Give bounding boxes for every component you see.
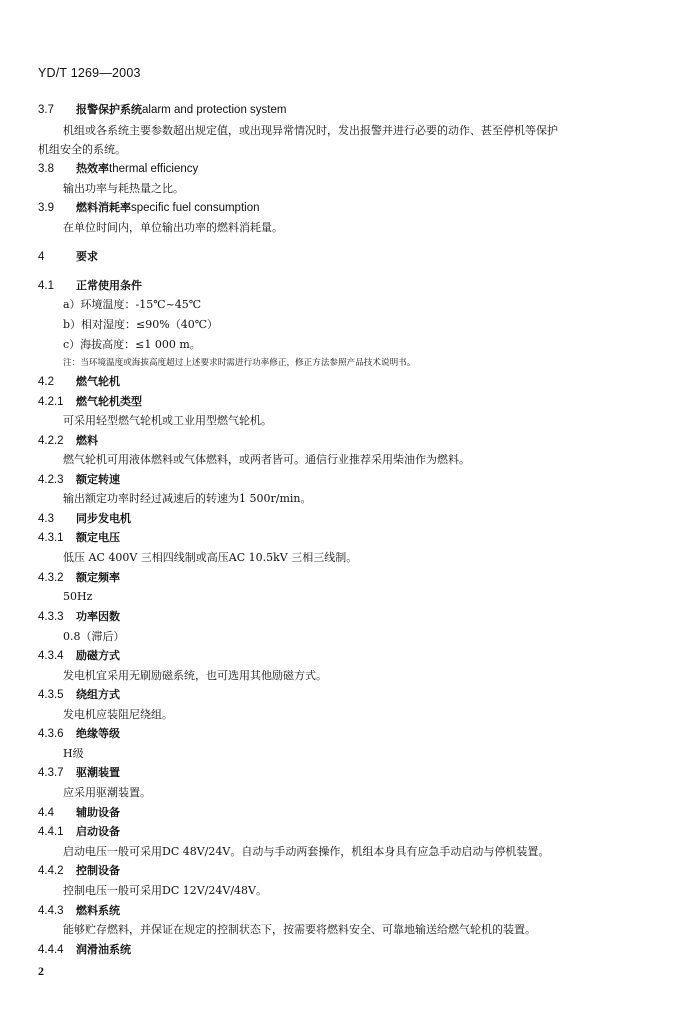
section-number: 4.2.1 [38, 396, 64, 408]
section-title: 额定电压 [76, 531, 120, 544]
section-number: 4.2.3 [38, 474, 64, 486]
paragraph-line: 机组或各系统主要参数超出规定值，或出现异常情况时，发出报警并进行必要的动作、甚至停机等保护 [63, 124, 558, 137]
section-title: 报警保护系统 [76, 103, 142, 116]
section-number: 4 [38, 251, 45, 263]
section-title: 燃料 [76, 434, 98, 447]
section-number: 4.3.1 [38, 532, 64, 544]
section-heading [38, 571, 120, 585]
section-heading [38, 610, 120, 624]
section-heading [38, 250, 98, 264]
section-number: 4.1 [38, 280, 54, 292]
paragraph-line: 发电机应装阻尼绕组。 [63, 708, 173, 721]
paragraph-line: b）相对湿度：≤90%（40℃） [63, 318, 219, 331]
section-title: 额定频率 [76, 571, 120, 584]
section-title: 辅助设备 [76, 806, 120, 819]
section-number: 4.3.5 [38, 689, 64, 701]
section-number: 3.8 [38, 163, 54, 175]
section-title: 燃料系统 [76, 904, 120, 917]
section-title: 燃气轮机类型 [76, 395, 142, 408]
section-title: 功率因数 [76, 610, 120, 623]
paragraph-line: 启动电压一般可采用DC 48V/24V。自动与手动两套操作，机组本身具有应急手动启动与停机装置。 [63, 845, 550, 858]
section-title: 额定转速 [76, 473, 120, 486]
section-title: 正常使用条件 [76, 279, 142, 292]
section-heading [38, 766, 120, 780]
section-title: 要求 [76, 250, 98, 263]
section-number: 3.9 [38, 202, 54, 214]
section-heading [38, 943, 131, 957]
section-title: 热效率 [76, 162, 109, 175]
note-text: 注：当环境温度或海拔高度超过上述要求时需进行功率修正，修正方法参照产品技术说明书。 [63, 358, 416, 368]
paragraph-line: c）海拔高度：≤1 000 m。 [63, 338, 201, 351]
paragraph-line: 能够贮存燃料，并保证在规定的控制状态下，按需要将燃料安全、可靠地输送给燃气轮机的装置。 [63, 923, 536, 936]
paragraph-line: 控制电压一般可采用DC 12V/24V/48V。 [63, 884, 267, 897]
section-number: 4.2 [38, 376, 54, 388]
section-heading [38, 375, 120, 389]
paragraph-line: 可采用轻型燃气轮机或工业用型燃气轮机。 [63, 414, 272, 427]
paragraph-line: 燃气轮机可用液体燃料或气体燃料，或两者皆可。通信行业推荐采用柴油作为燃料。 [63, 453, 470, 466]
section-number: 4.4 [38, 807, 54, 819]
section-number: 4.3.6 [38, 728, 64, 740]
section-number: 4.3.3 [38, 611, 64, 623]
section-title: 启动设备 [76, 825, 120, 838]
paragraph-line: 50Hz [63, 590, 93, 603]
section-title-english: specific fuel consumption [131, 202, 260, 214]
section-title-english: thermal efficiency [109, 163, 199, 175]
section-title: 燃气轮机 [76, 375, 120, 388]
section-heading [38, 825, 120, 839]
standard-id-header: YD/T 1269—2003 [38, 66, 141, 80]
section-heading [38, 806, 120, 820]
section-number: 4.4.3 [38, 905, 64, 917]
paragraph-line: 应采用驱潮装置。 [63, 786, 151, 799]
section-heading [38, 864, 120, 878]
section-title: 润滑油系统 [76, 943, 131, 956]
section-heading [38, 727, 120, 741]
paragraph-line: 发电机宜采用无刷励磁系统，也可选用其他励磁方式。 [63, 669, 327, 682]
section-number: 4.4.1 [38, 826, 64, 838]
section-heading [38, 434, 98, 448]
section-heading [38, 103, 286, 117]
section-heading [38, 279, 142, 293]
section-heading [38, 395, 142, 409]
section-number: 4.2.2 [38, 435, 64, 447]
section-number: 4.4.2 [38, 865, 64, 877]
section-title: 驱潮装置 [76, 766, 120, 779]
section-heading [38, 201, 259, 215]
section-number: 4.3.4 [38, 650, 64, 662]
section-number: 4.3 [38, 513, 54, 525]
paragraph-line: a）环境温度：-15℃~45℃ [63, 298, 202, 311]
section-heading [38, 904, 120, 918]
section-heading [38, 162, 198, 176]
section-heading [38, 512, 131, 526]
paragraph-line: 低压 AC 400V 三相四线制或高压AC 10.5kV 三相三线制。 [63, 551, 358, 564]
section-heading [38, 688, 120, 702]
section-title-english: alarm and protection system [142, 104, 287, 116]
page-number: 2 [38, 964, 44, 978]
section-heading [38, 531, 120, 545]
section-title: 燃料消耗率 [76, 201, 131, 214]
section-heading [38, 473, 120, 487]
section-number: 4.3.2 [38, 572, 64, 584]
section-number: 3.7 [38, 104, 54, 116]
section-title: 同步发电机 [76, 512, 131, 525]
section-title: 绝缘等级 [76, 727, 120, 740]
section-heading [38, 649, 120, 663]
paragraph-line: 输出额定功率时经过减速后的转速为1 500r/min。 [63, 492, 312, 505]
paragraph-line: 输出功率与耗热量之比。 [63, 182, 184, 195]
paragraph-line: 在单位时间内，单位输出功率的燃料消耗量。 [63, 221, 283, 234]
paragraph-line: 机组安全的系统。 [38, 143, 126, 156]
section-number: 4.4.4 [38, 944, 64, 956]
section-number: 4.3.7 [38, 767, 64, 779]
section-title: 励磁方式 [76, 649, 120, 662]
paragraph-line: 0.8（滞后） [63, 630, 125, 643]
section-title: 绕组方式 [76, 688, 120, 701]
paragraph-line: H级 [63, 747, 84, 760]
section-title: 控制设备 [76, 864, 120, 877]
